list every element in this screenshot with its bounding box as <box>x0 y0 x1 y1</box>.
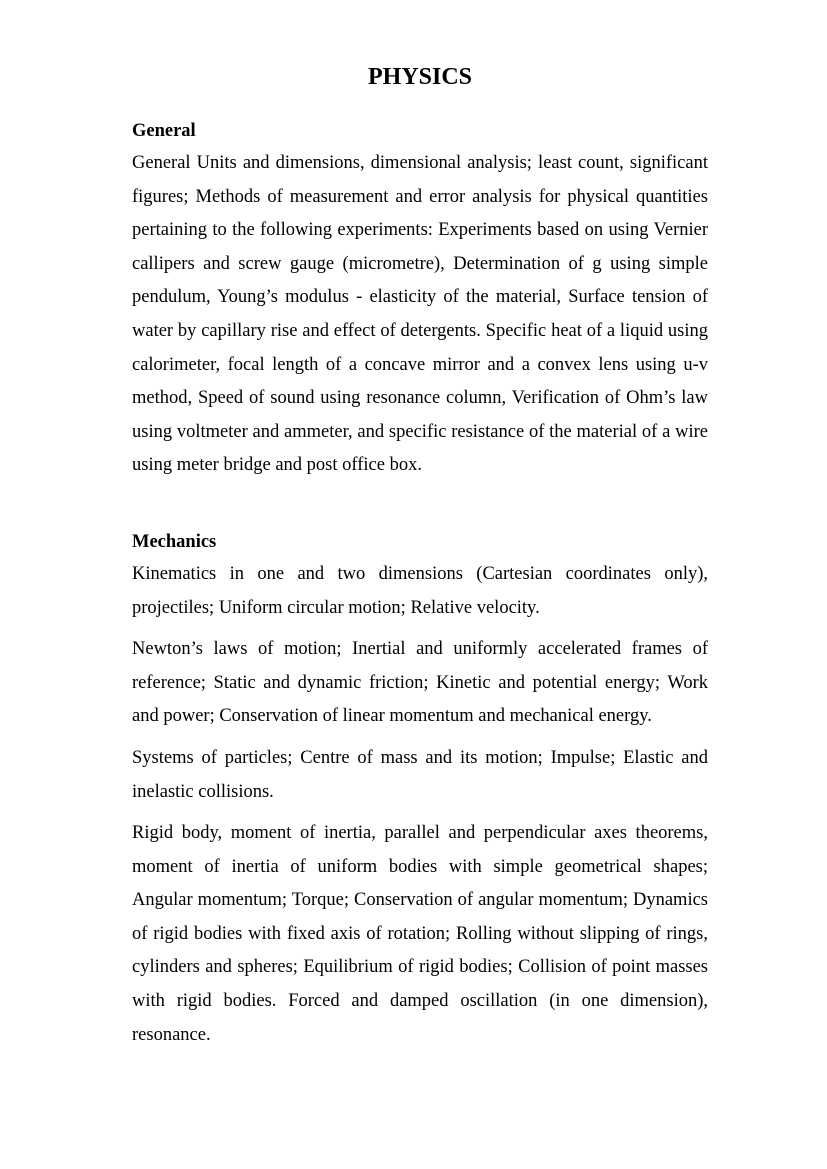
paragraph-general: General Units and dimensions, dimensional analysis; least count, significant figures; Methods of measurement and error analysis for physical quantities pertaining to the following experiments: Experiments based on using Vernier callipers and screw gauge (micrometre), Determination of g using simple pendulum, Young’s modulus - elasticity of the material, Surface tension of water by capillary rise and effect of detergents. Specific heat of a liquid using calorimeter, focal length of a concave mirror and a convex lens using u-v method, Speed of sound using resonance column, Verification of Ohm’s law using voltmeter and ammeter, and specific resistance of the material of a wire using meter bridge and post office box. <box>132 153 708 476</box>
section-heading-general: General <box>132 121 196 141</box>
paragraph-systems-of-particles: Systems of particles; Centre of mass and its motion; Impulse; Elastic and inelastic collisions. <box>132 748 708 802</box>
section-heading-mechanics: Mechanics <box>132 532 217 552</box>
paragraph-kinematics: Kinematics in one and two dimensions (Cartesian coordinates only), projectiles; Uniform circular motion; Relative velocity. <box>132 564 708 618</box>
page-title: PHYSICS <box>367 64 473 90</box>
paragraph-rigid-body: Rigid body, moment of inertia, parallel and perpendicular axes theorems, moment of inertia of uniform bodies with simple geometrical shapes; Angular momentum; Torque; Conservation of angular momentum; Dynamics of rigid bodies with fixed axis of rotation; Rolling without slipping of rings, cylinders and spheres; Equilibrium of rigid bodies; Collision of point masses with rigid bodies. Forced and damped oscillation (in one dimension), resonance. <box>132 823 708 1045</box>
paragraph-newtons-laws: Newton’s laws of motion; Inertial and uniformly accelerated frames of reference; Static and dynamic friction; Kinetic and potential energy; Work and power; Conservation of linear momentum and mechanical energy. <box>132 639 708 727</box>
